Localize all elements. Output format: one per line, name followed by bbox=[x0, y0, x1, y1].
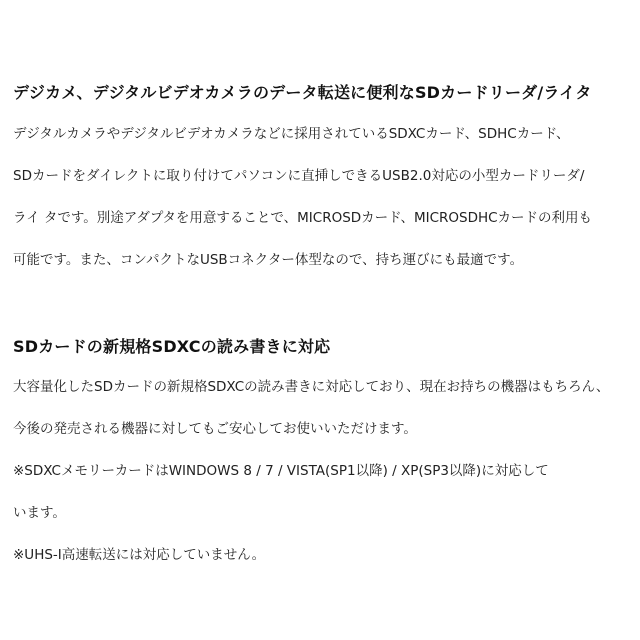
section2-paragraph-line: 大容量化したSDカードの新規格SDXCの読み書きに対応しており、現在お持ちの機器はもちろん、 bbox=[13, 379, 610, 395]
section2-paragraph-line: 今後の発売される機器に対してもご安心してお使いいただけます。 bbox=[13, 421, 417, 437]
section2-note-line: ※SDXCメモリーカードはWINDOWS 8 / 7 / VISTA(SP1以降) / XP(SP3以降)に対応して bbox=[13, 463, 549, 479]
section1-paragraph-line: SDカードをダイレクトに取り付けてパソコンに直挿しできるUSB2.0対応の小型カードリーダ/ bbox=[13, 168, 585, 184]
section-heading-card-reader: デジカメ、デジタルビデオカメラのデータ転送に便利なSDカードリーダ/ライタ bbox=[13, 83, 592, 102]
section1-paragraph-line: ライ タです。別途アダプタを用意することで、MICROSDカード、MICROSDHCカードの利用も bbox=[13, 210, 593, 226]
section2-note-line: ※UHS-I高速転送には対応していません。 bbox=[13, 547, 266, 563]
section1-paragraph-line: 可能です。また、コンパクトなUSBコネクター体型なので、持ち運びにも最適です。 bbox=[13, 252, 524, 268]
section-heading-sdxc-support: SDカードの新規格SDXCの読み書きに対応 bbox=[13, 337, 331, 356]
section2-note-line: います。 bbox=[13, 505, 66, 521]
section1-paragraph-line: デジタルカメラやデジタルビデオカメラなどに採用されているSDXCカード、SDHCカード、 bbox=[13, 126, 570, 142]
